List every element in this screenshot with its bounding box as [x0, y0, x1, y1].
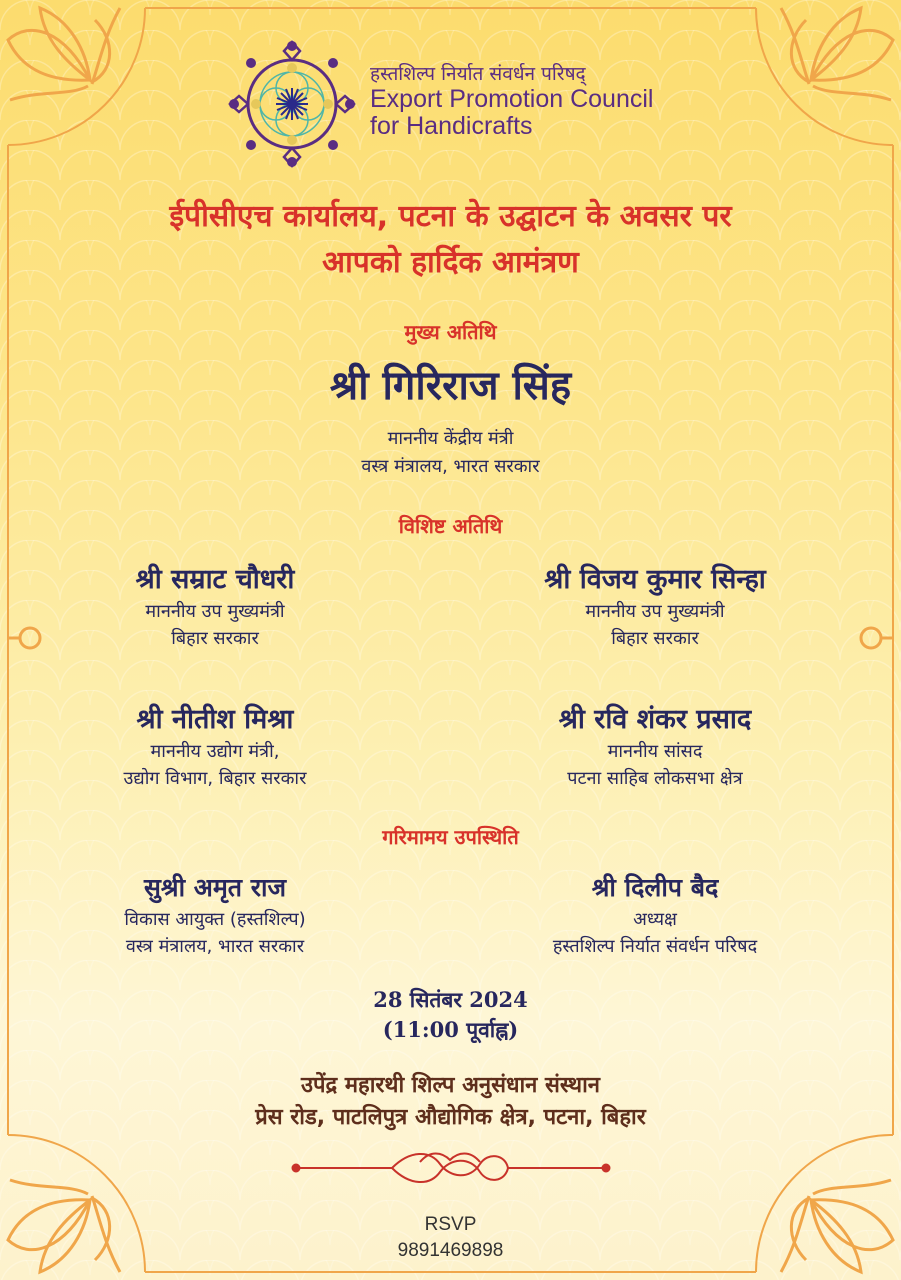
org-name-english-line2: for Handicrafts — [370, 112, 533, 140]
mandala-logo-icon — [224, 36, 360, 172]
dignitary-office: हस्तशिल्प निर्यात संवर्धन परिषद — [552, 936, 758, 957]
chief-guest-designation-line1: माननीय केंद्रीय मंत्री — [387, 428, 514, 449]
special-guest-card — [475, 562, 835, 652]
rsvp-phone[interactable]: 9891469898 — [397, 1240, 504, 1261]
event-date: 28 सितंबर 2024 — [373, 987, 528, 1012]
dignitary-card — [475, 870, 835, 960]
special-guest-name: श्री सम्राट चौधरी — [135, 564, 295, 595]
epch-logo — [224, 36, 360, 172]
chief-guest-name: श्री गिरिराज सिंह — [329, 363, 572, 409]
dignitary-name: श्री दिलीप बैद — [591, 873, 719, 902]
invitation-title-line1: ईपीसीएच कार्यालय, पटना के उद्घाटन के अवसर पर — [169, 199, 732, 234]
rsvp-label: RSVP — [424, 1214, 477, 1235]
event-time: (11:00 पूर्वाह्न) — [382, 1017, 519, 1042]
special-guest-name: श्री विजय कुमार सिन्हा — [544, 564, 766, 595]
dignitaries-heading: गरिमामय उपस्थिति — [382, 825, 519, 849]
venue-line2: प्रेस रोड, पाटलिपुत्र औद्योगिक क्षेत्र, पटना, बिहार — [255, 1105, 646, 1130]
dignitary-office: वस्त्र मंत्रालय, भारत सरकार — [125, 936, 305, 957]
special-guest-designation: माननीय सांसद — [607, 741, 703, 762]
special-guest-office: पटना साहिब लोकसभा क्षेत्र — [567, 768, 743, 789]
dignitary-designation: अध्यक्ष — [633, 909, 677, 930]
dignitary-name: सुश्री अमृत राज — [143, 873, 287, 902]
invitation-title-line2: आपको हार्दिक आमंत्रण — [322, 245, 579, 280]
special-guest-office: उद्योग विभाग, बिहार सरकार — [123, 768, 307, 789]
special-guest-card — [35, 702, 395, 792]
chief-guest-heading: मुख्य अतिथि — [404, 320, 497, 344]
org-name-hindi: हस्तशिल्प निर्यात संवर्धन परिषद् — [370, 63, 586, 85]
special-guest-name: श्री नीतीश मिश्रा — [136, 704, 294, 735]
chief-guest-designation-line2: वस्त्र मंत्रालय, भारत सरकार — [361, 456, 540, 477]
special-guests-heading: विशिष्ट अतिथि — [398, 514, 503, 538]
special-guest-card — [35, 562, 395, 652]
org-name-english-line1: Export Promotion Council — [370, 85, 654, 113]
organization-name — [370, 62, 653, 140]
venue-line1: उपेंद्र महारथी शिल्प अनुसंधान संस्थान — [300, 1073, 601, 1098]
special-guest-designation: माननीय उप मुख्यमंत्री — [145, 601, 285, 622]
special-guest-card — [475, 702, 835, 792]
special-guest-office: बिहार सरकार — [611, 628, 699, 649]
dignitary-designation: विकास आयुक्त (हस्तशिल्प) — [124, 909, 306, 930]
special-guest-designation: माननीय उद्योग मंत्री, — [150, 741, 280, 762]
dignitary-card — [35, 870, 395, 960]
special-guest-office: बिहार सरकार — [171, 628, 259, 649]
special-guest-name: श्री रवि शंकर प्रसाद — [558, 704, 752, 735]
special-guest-designation: माननीय उप मुख्यमंत्री — [585, 601, 725, 622]
